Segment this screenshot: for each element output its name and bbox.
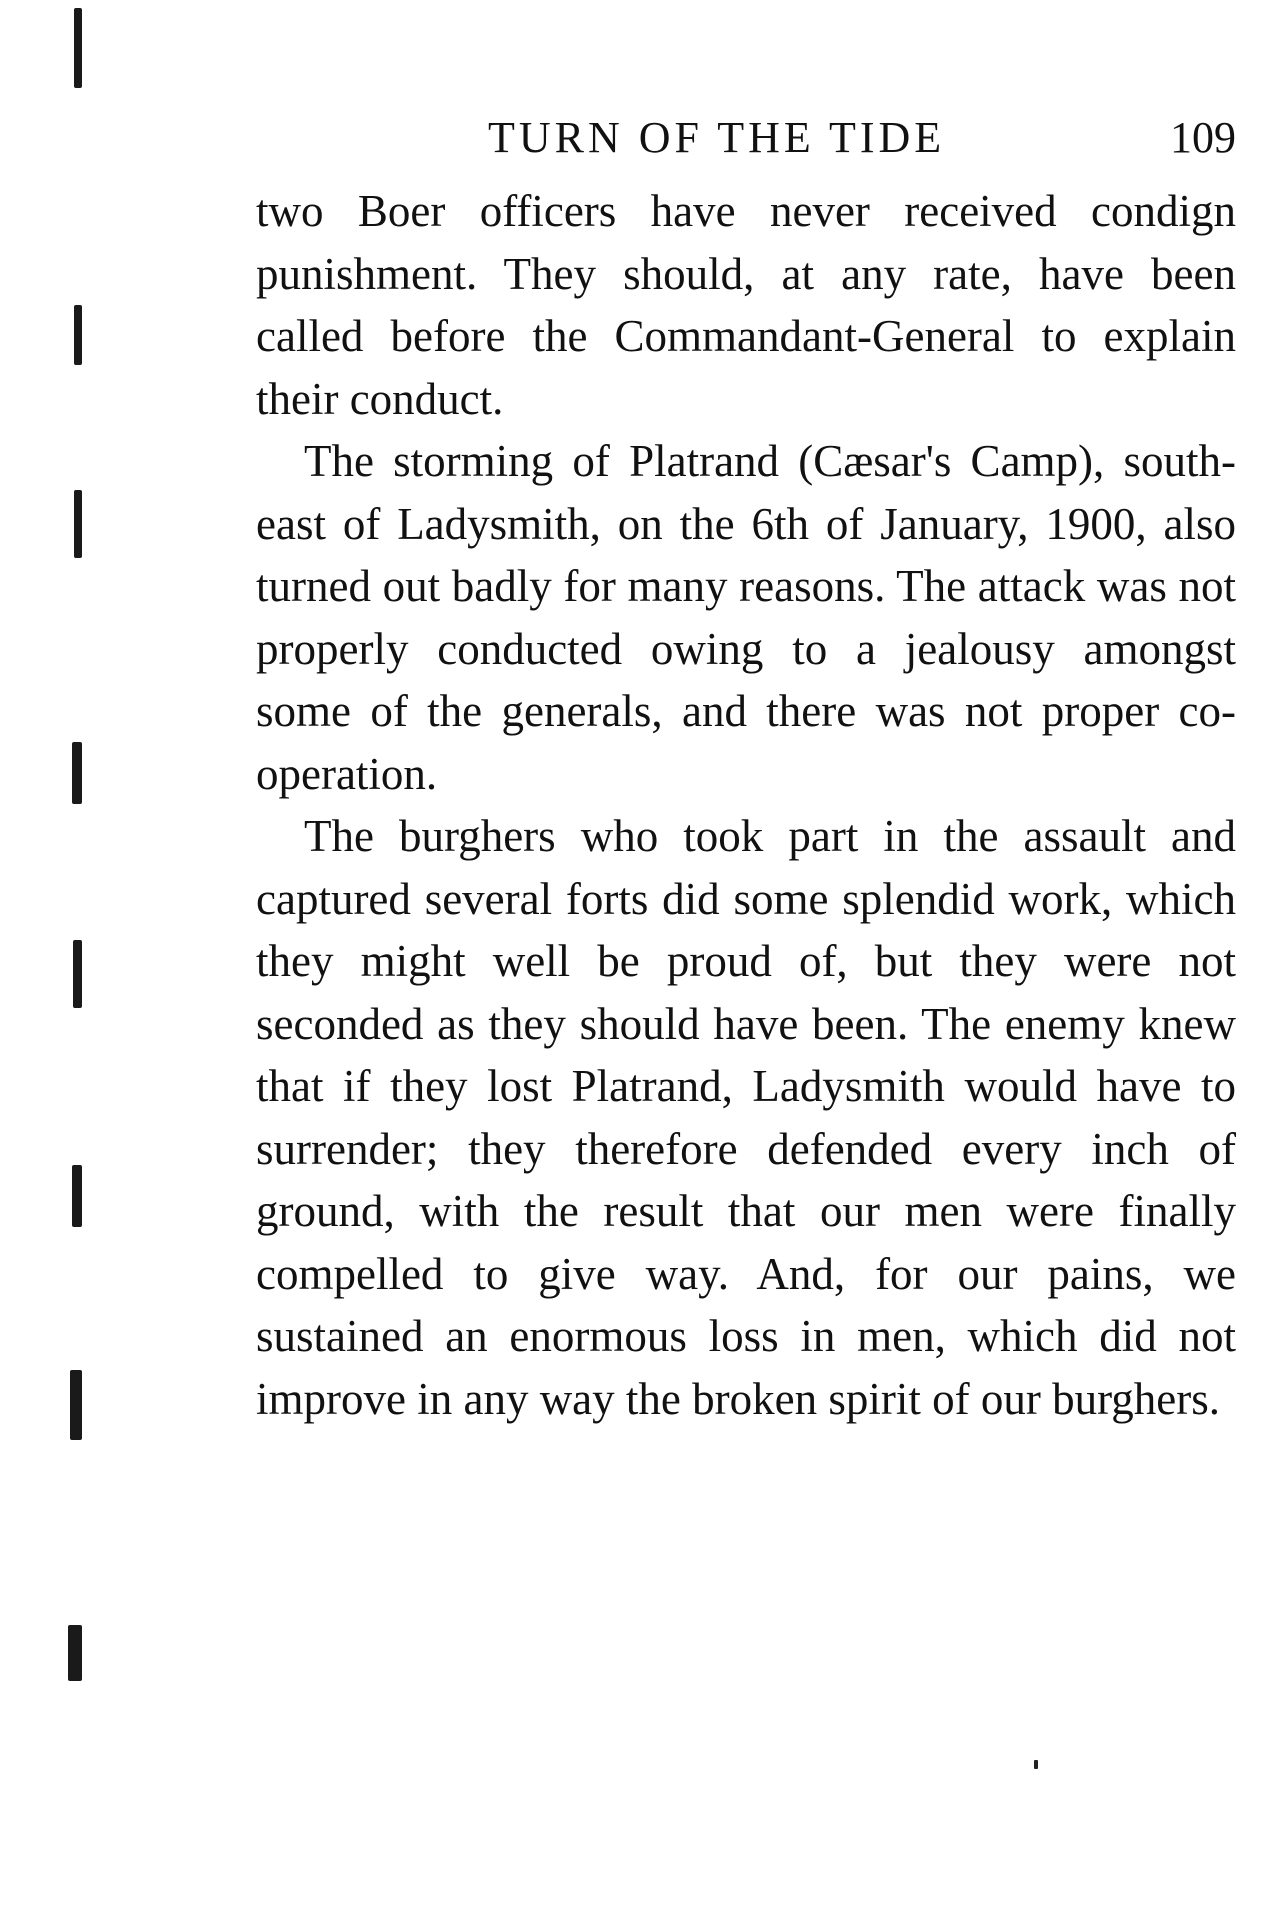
binding-mark: [72, 1165, 82, 1227]
binding-mark: [73, 940, 82, 1008]
body-text: [256, 180, 1236, 1430]
paragraph-continued: two Boer officers have never received condign punishment. They should, at any rate, have been called before the Commandant-General to explain their conduct.: [256, 186, 1236, 424]
binding-mark: [74, 8, 82, 88]
binding-mark: [70, 1370, 82, 1440]
paragraph-burghers-assault: The burghers who took part in the assault and captured several forts did some splendid work, which they might well be proud of, but they were not seconded as they should have been. The enemy knew that if they lost Platrand, Ladysmith would have to surrender; they therefore defended every inch of ground, with the result that our men were finally compelled to give way. And, for our pains, we sustained an enormous loss in men, which did not improve in any way the broken spirit of our burghers.: [256, 811, 1236, 1424]
page-header: [256, 108, 1236, 168]
binding-mark: [72, 742, 82, 804]
paragraph-platrand-storming: The storming of Platrand (Cæsar's Camp), south-east of Ladysmith, on the 6th of January, 1900, also turned out badly for many reasons. The attack was not properly conducted owing to a jealousy amongst some of the generals, and there was not proper co-operation.: [256, 436, 1236, 799]
binding-mark: [74, 490, 82, 558]
running-title: TURN OF THE TIDE: [488, 113, 946, 162]
binding-mark: [68, 1625, 82, 1681]
binding-mark: [74, 305, 82, 365]
ink-speck: [1034, 1760, 1038, 1769]
page-number: 109: [1170, 113, 1236, 162]
